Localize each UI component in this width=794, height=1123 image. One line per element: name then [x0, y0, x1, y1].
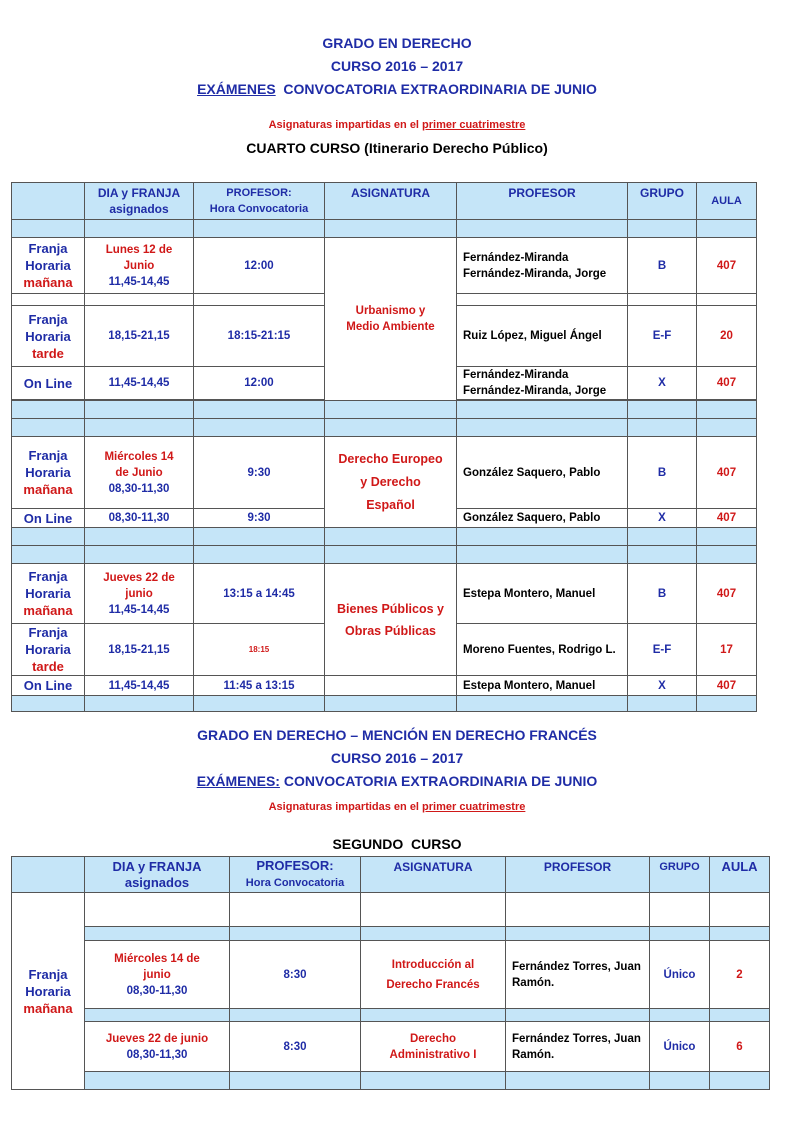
header-dia: DIA y FRANJA asignados: [85, 183, 194, 220]
header-profesor: PROFESOR: [457, 183, 628, 220]
franja-cell: On Line: [12, 676, 85, 696]
profesor-cell: González Saquero, Pablo: [457, 437, 628, 509]
aula-cell: 17: [697, 624, 757, 676]
grupo-cell: B: [628, 437, 697, 509]
franja-cell: On Line: [12, 509, 85, 528]
header-aula: AULA: [697, 183, 757, 220]
dia-cell: Jueves 22 de junio 08,30-11,30: [85, 1022, 230, 1072]
franja-cell: Franja Horaria tarde: [12, 306, 85, 367]
profesor-cell: Ruiz López, Miguel Ángel: [457, 306, 628, 367]
dia-cell: 18,15-21,15: [85, 306, 194, 367]
grupo-cell: B: [628, 564, 697, 624]
subtitle-text: Asignaturas impartidas en el: [268, 801, 423, 813]
dia-cell: 11,45-14,45: [85, 367, 194, 400]
subtitle-term: primer cuatrimestre: [422, 801, 526, 813]
hora-cell: 9:30: [194, 509, 325, 528]
header-profesor-hora: PROFESOR: Hora Convocatoria: [230, 857, 361, 893]
profesor-cell: Estepa Montero, Manuel: [457, 676, 628, 696]
profesor-cell: Fernández-Miranda Fernández-Miranda, Jorge: [457, 367, 628, 400]
schedule-table-segundo: [11, 856, 770, 1090]
header-aula: AULA: [710, 857, 770, 893]
hora-cell: 12:00: [194, 367, 325, 400]
header-profesor: PROFESOR: [506, 857, 650, 893]
hora-cell: 8:30: [230, 1022, 361, 1072]
subtitle-term: primer cuatrimestre: [422, 119, 526, 131]
franja-cell: Franja Horaria mañana: [12, 238, 85, 294]
spacer-row: [12, 546, 757, 564]
header-profesor-hora: PROFESOR: Hora Convocatoria: [194, 183, 325, 220]
table-row: [12, 1022, 770, 1072]
spacer-row: [12, 401, 757, 419]
franja-cell: Franja Horaria tarde: [12, 624, 85, 676]
spacer-row: [12, 528, 757, 546]
franja-cell: Franja Horaria mañana: [12, 893, 85, 1090]
aula-cell: 407: [697, 676, 757, 696]
header-dia: DIA y FRANJA asignados: [85, 857, 230, 893]
hora-cell: 8:30: [230, 941, 361, 1009]
dia-cell: Jueves 22 de junio 11,45-14,45: [85, 564, 194, 624]
asignatura-cell: Bienes Públicos y Obras Públicas: [325, 564, 457, 676]
asignatura-cell: Derecho Europeo y Derecho Español: [325, 437, 457, 528]
asignatura-cell-empty: [325, 676, 457, 696]
spacer-row: [12, 927, 770, 941]
grupo-cell: E-F: [628, 624, 697, 676]
franja-cell: Franja Horaria mañana: [12, 437, 85, 509]
aula-cell: 20: [697, 306, 757, 367]
section2-course-level: SEGUNDO CURSO: [332, 836, 462, 852]
section2-subtitle: [0, 801, 794, 813]
section2-title-degree: GRADO EN DERECHO – MENCIÓN EN DERECHO FRANCÉS: [197, 727, 597, 743]
table-header-row: [12, 857, 770, 893]
asignatura-cell: Derecho Administrativo I: [361, 1022, 506, 1072]
dia-cell: 18,15-21,15: [85, 624, 194, 676]
aula-cell: 407: [697, 238, 757, 294]
section1-title-course: CURSO 2016 – 2017: [330, 58, 464, 74]
hora-cell: 18:15-21:15: [194, 306, 325, 367]
table-row: [12, 941, 770, 1009]
section1-header: [0, 32, 794, 101]
header-asignatura: ASIGNATURA: [325, 183, 457, 220]
section2-title-course: CURSO 2016 – 2017: [330, 750, 464, 766]
section1-course-level: CUARTO CURSO (Itinerario Derecho Público): [246, 140, 548, 156]
header-grupo: GRUPO: [628, 183, 697, 220]
header-grupo: GRUPO: [650, 857, 710, 893]
table-row: [12, 238, 757, 294]
profesor-cell: González Saquero, Pablo: [457, 509, 628, 528]
table-row: [12, 676, 757, 696]
section1-subtitle: [0, 119, 794, 131]
subtitle-text: Asignaturas impartidas en el: [268, 119, 423, 131]
grupo-cell: X: [628, 676, 697, 696]
grupo-cell: E-F: [628, 306, 697, 367]
hora-cell: 13:15 a 14:45: [194, 564, 325, 624]
dia-cell: Lunes 12 de Junio 11,45-14,45: [85, 238, 194, 294]
aula-cell: 407: [697, 509, 757, 528]
dia-cell: Miércoles 14 de junio 08,30-11,30: [85, 941, 230, 1009]
hora-cell: 12:00: [194, 238, 325, 294]
section1-title-exams: [0, 78, 794, 101]
aula-cell: 407: [697, 367, 757, 400]
table-header-row: [12, 183, 757, 220]
grupo-cell: X: [628, 367, 697, 400]
profesor-cell: Moreno Fuentes, Rodrigo L.: [457, 624, 628, 676]
convocatoria-label: CONVOCATORIA EXTRAORDINARIA DE JUNIO: [279, 773, 598, 789]
dia-cell: 11,45-14,45: [85, 676, 194, 696]
franja-cell: On Line: [12, 367, 85, 400]
asignatura-cell: Introducción al Derecho Francés: [361, 941, 506, 1009]
profesor-cell: Estepa Montero, Manuel: [457, 564, 628, 624]
table-row: [12, 564, 757, 624]
dia-cell: 08,30-11,30: [85, 509, 194, 528]
grupo-cell: B: [628, 238, 697, 294]
grupo-cell: X: [628, 509, 697, 528]
profesor-cell: Fernández Torres, Juan Ramón.: [506, 941, 650, 1009]
spacer-row: [12, 893, 770, 927]
grupo-cell: Único: [650, 941, 710, 1009]
table-row: [12, 437, 757, 509]
header-asignatura: ASIGNATURA: [361, 857, 506, 893]
spacer-row: [12, 696, 757, 712]
section2-title-exams: [0, 770, 794, 793]
spacer-row: [12, 220, 757, 238]
hora-cell: 11:45 a 13:15: [194, 676, 325, 696]
section1-title-degree: GRADO EN DERECHO: [322, 35, 472, 51]
convocatoria-label: CONVOCATORIA EXTRAORDINARIA DE JUNIO: [275, 81, 597, 97]
aula-cell: 6: [710, 1022, 770, 1072]
exams-label: EXÁMENES:: [196, 773, 280, 789]
spacer-row: [12, 1009, 770, 1022]
hora-cell: 9:30: [194, 437, 325, 509]
header-empty: [12, 183, 85, 220]
aula-cell: 407: [697, 564, 757, 624]
franja-cell: Franja Horaria mañana: [12, 564, 85, 624]
schedule-table-cuarto: [11, 182, 757, 712]
profesor-cell: Fernández Torres, Juan Ramón.: [506, 1022, 650, 1072]
asignatura-cell: Urbanismo y Medio Ambiente: [325, 238, 457, 401]
exams-label: EXÁMENES: [197, 81, 276, 97]
profesor-cell: Fernández-Miranda Fernández-Miranda, Jorge: [457, 238, 628, 294]
spacer-row: [12, 419, 757, 437]
section2-header: [0, 724, 794, 793]
aula-cell: 2: [710, 941, 770, 1009]
dia-cell: Miércoles 14 de Junio 08,30-11,30: [85, 437, 194, 509]
grupo-cell: Único: [650, 1022, 710, 1072]
hora-cell: 18:15: [194, 624, 325, 676]
spacer-row: [12, 1072, 770, 1090]
header-empty: [12, 857, 85, 893]
aula-cell: 407: [697, 437, 757, 509]
